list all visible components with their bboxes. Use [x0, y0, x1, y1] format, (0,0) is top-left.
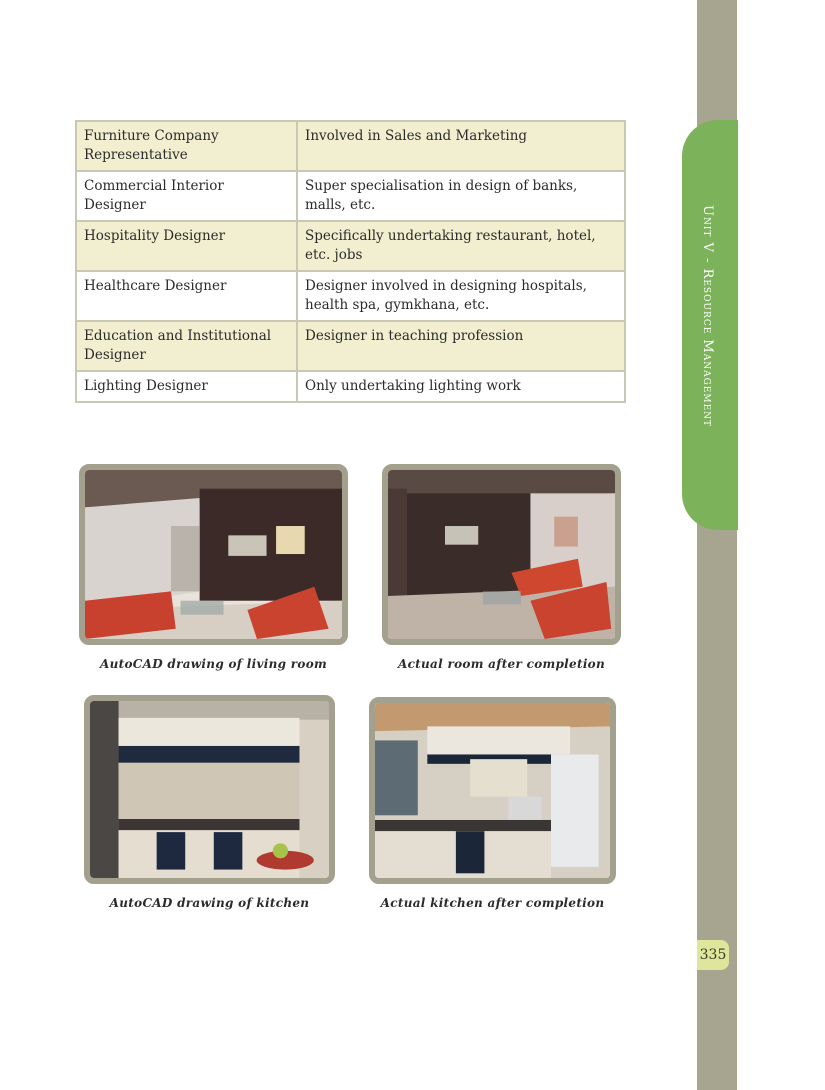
living-room-cad-caption: AutoCAD drawing of living room	[99, 657, 327, 671]
kitchen-actual-image	[369, 697, 616, 884]
description-cell: Super specialisation in design of banks, malls, etc.	[297, 171, 625, 221]
table-row	[76, 171, 625, 221]
table-row	[76, 271, 625, 321]
role-cell: Furniture Company Representative	[76, 121, 297, 171]
unit-label: Unit V - Resource Management	[700, 205, 715, 428]
living-room-actual-caption: Actual room after completion	[397, 657, 606, 671]
page-number: 335	[697, 940, 729, 970]
description-cell: Specifically undertaking restaurant, hotel, etc. jobs	[297, 221, 625, 271]
description-cell: Only undertaking lighting work	[297, 371, 625, 402]
table-row	[76, 221, 625, 271]
role-cell: Commercial Interior Designer	[76, 171, 297, 221]
kitchen-cad-image	[84, 695, 335, 884]
role-cell: Healthcare Designer	[76, 271, 297, 321]
description-cell: Designer in teaching profession	[297, 321, 625, 371]
living-room-actual-image	[382, 464, 621, 645]
table-row	[76, 121, 625, 171]
role-cell: Hospitality Designer	[76, 221, 297, 271]
table-row	[76, 321, 625, 371]
table-row	[76, 371, 625, 402]
description-cell: Involved in Sales and Marketing	[297, 121, 625, 171]
role-cell: Lighting Designer	[76, 371, 297, 402]
designer-roles-table	[75, 120, 626, 403]
kitchen-cad-caption: AutoCAD drawing of kitchen	[109, 896, 310, 910]
description-cell: Designer involved in designing hospitals, health spa, gymkhana, etc.	[297, 271, 625, 321]
living-room-cad-image	[79, 464, 348, 645]
kitchen-actual-caption: Actual kitchen after completion	[380, 896, 605, 910]
role-cell: Education and Institutional Designer	[76, 321, 297, 371]
